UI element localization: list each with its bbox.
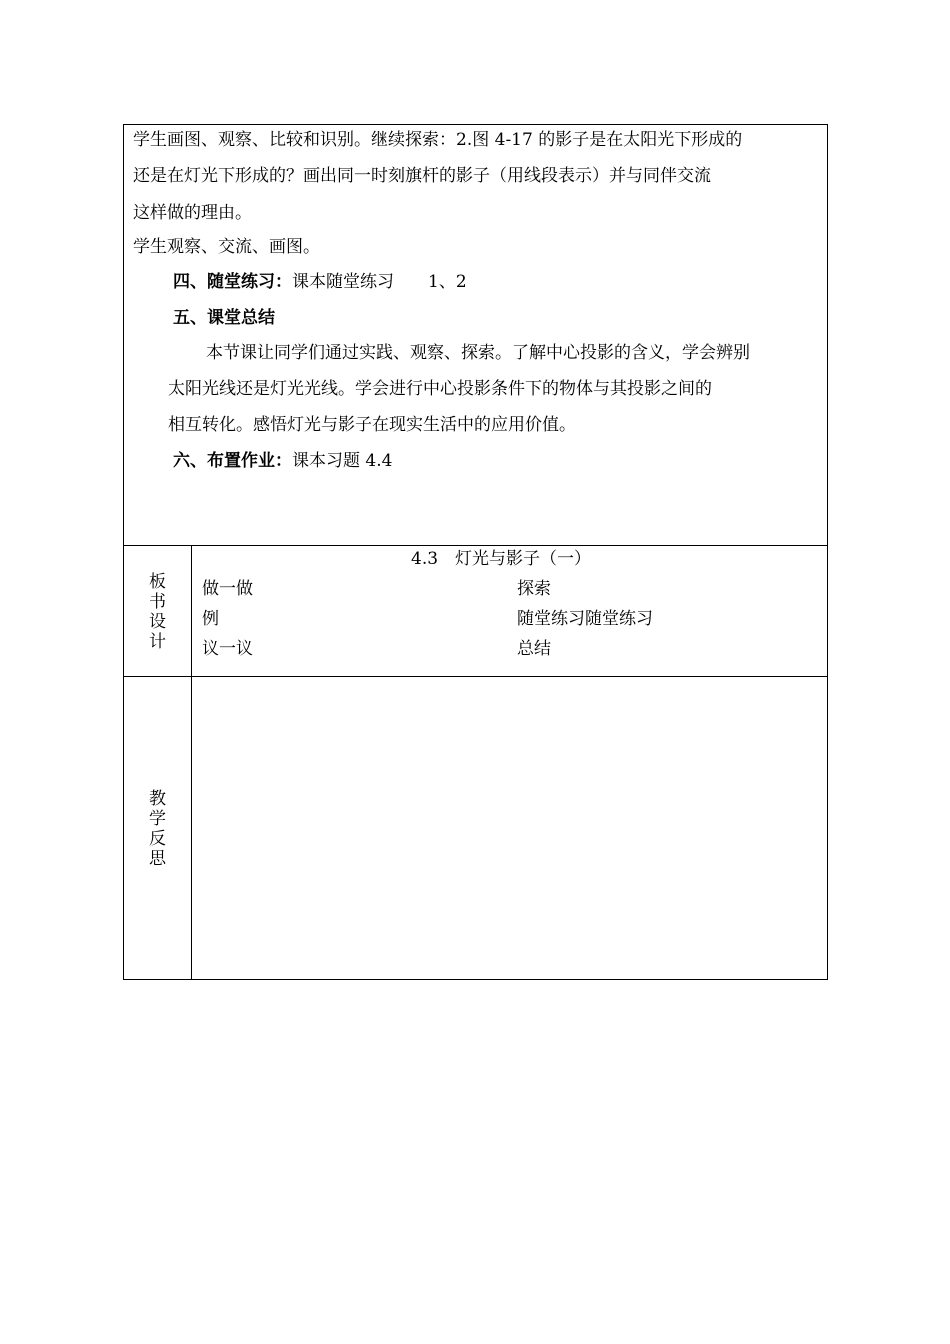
paragraph-line: 学生观察、交流、画图。 xyxy=(133,237,320,257)
board-design-label-cell xyxy=(124,546,192,676)
practice-line xyxy=(173,272,467,292)
paragraph-line: 这样做的理由。 xyxy=(133,203,252,223)
teaching-reflection-row xyxy=(124,677,827,979)
homework-text: 课本习题 4.4 xyxy=(292,451,393,471)
reflection-label xyxy=(124,789,191,869)
board-design-label xyxy=(124,572,191,652)
homework-line xyxy=(173,451,392,471)
board-right-item: 探索 xyxy=(517,579,551,599)
label-char: 板 xyxy=(149,572,166,592)
homework-heading: 六、布置作业： xyxy=(173,451,292,471)
board-title: 4.3 灯光与影子（一） xyxy=(411,549,592,569)
practice-heading: 四、随堂练习： xyxy=(173,272,292,292)
summary-heading: 五、课堂总结 xyxy=(173,308,275,328)
board-left-item: 做一做 xyxy=(202,579,253,599)
lesson-plan-table xyxy=(123,124,828,980)
summary-line: 相互转化。感悟灯光与影子在现实生活中的应用价值。 xyxy=(168,415,576,435)
reflection-label-cell xyxy=(124,677,192,979)
label-char: 计 xyxy=(149,632,166,652)
board-right-item: 随堂练习随堂练习 xyxy=(517,609,653,629)
board-left-item: 例 xyxy=(202,609,219,629)
label-char: 反 xyxy=(149,829,166,849)
label-char: 思 xyxy=(149,849,166,869)
label-char: 学 xyxy=(149,809,166,829)
summary-line: 本节课让同学们通过实践、观察、探索。了解中心投影的含义，学会辨别 xyxy=(206,343,750,363)
paragraph-line: 学生画图、观察、比较和识别。继续探索：2.图 4-17 的影子是在太阳光下形成的 xyxy=(133,130,743,150)
label-char: 书 xyxy=(149,592,166,612)
paragraph-line: 还是在灯光下形成的？画出同一时刻旗杆的影子（用线段表示）并与同伴交流 xyxy=(133,166,711,186)
board-design-row xyxy=(124,546,827,677)
label-char: 设 xyxy=(149,612,166,632)
board-right-item: 总结 xyxy=(517,639,551,659)
label-char: 教 xyxy=(149,789,166,809)
summary-line: 太阳光线还是灯光光线。学会进行中心投影条件下的物体与其投影之间的 xyxy=(168,379,712,399)
lesson-content-cell xyxy=(124,125,827,546)
practice-text: 课本随堂练习 1、2 xyxy=(292,272,467,292)
board-left-item: 议一议 xyxy=(202,639,253,659)
